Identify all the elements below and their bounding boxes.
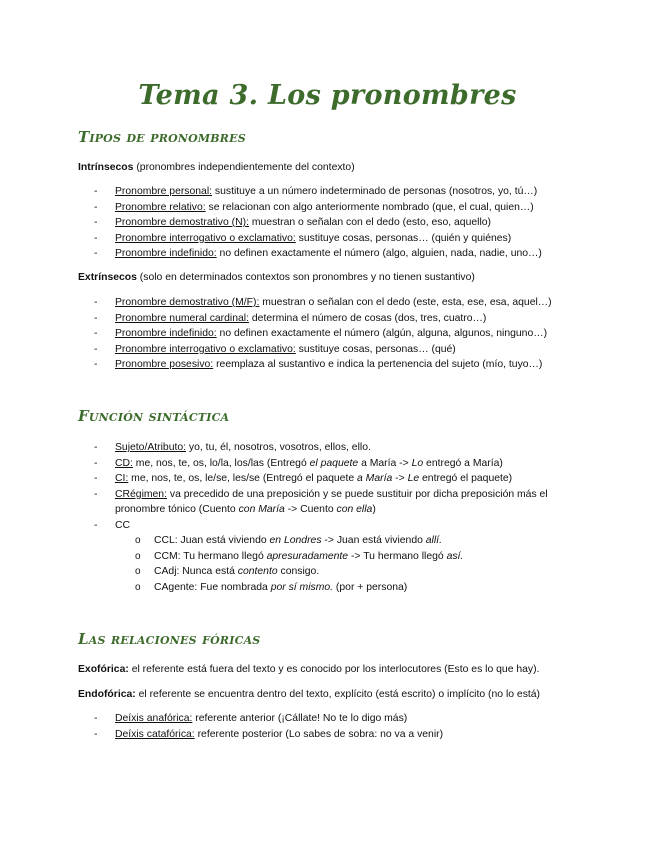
description: determina el número de cosas (dos, tres, cuatro…): [249, 312, 487, 324]
description: no definen exactamente el número (algo, alguien, nada, nadie, uno…): [216, 248, 542, 259]
list-item-cregimen: [78, 487, 565, 518]
deixis-list: [78, 711, 443, 742]
list-item-cd: [78, 456, 565, 472]
list-item: [78, 295, 552, 311]
sublist-item-ccl: [115, 533, 565, 549]
term: Pronombre relativo:: [115, 201, 206, 213]
text-part: consigo.: [277, 566, 320, 577]
text-part: CAgente: Fue nombrada: [154, 581, 271, 593]
description: yo, tu, él, nosotros, vosotros, ellos, ello.: [186, 442, 371, 453]
list-item: [78, 184, 542, 200]
term: Pronombre personal:: [115, 186, 213, 197]
list-item: [78, 342, 552, 358]
intrinsecos-paragraph: [78, 161, 355, 175]
intrinsecos-label: Intrínsecos: [78, 162, 134, 173]
list-item-ci: [78, 471, 565, 487]
cc-label: CC: [115, 519, 131, 531]
intrinsecos-list: [78, 184, 542, 262]
text-part: CAdj: Nunca está: [154, 566, 238, 577]
italic-part: a María: [357, 473, 393, 484]
description: sustituye cosas, personas… (quién y quiénes): [295, 232, 512, 244]
term: Pronombre demostrativo (N):: [115, 217, 249, 228]
term: Pronombre indefinido:: [115, 248, 217, 259]
italic-part: en Londres: [269, 535, 322, 546]
term: Pronombre posesivo:: [115, 359, 214, 370]
italic-part: con ella: [336, 504, 373, 515]
exoforica-label: Exofórica:: [78, 664, 129, 675]
italic-part: contento: [237, 566, 278, 577]
text-part: va precedido de una preposición y se puede sustituir por dicha preposición más el pronombre tónico (Cuento: [115, 488, 548, 515]
list-item: [78, 215, 542, 231]
description: muestran o señalan con el dedo (esto, eso, aquello): [248, 217, 491, 228]
term: Pronombre interrogativo o exclamativo:: [115, 343, 296, 355]
intrinsecos-text: (pronombres independientemente del contexto): [133, 162, 355, 173]
italic-part: Le: [407, 473, 420, 484]
list-item: [78, 311, 552, 327]
term: CD:: [115, 457, 133, 469]
description: sustituye a un número indeterminado de personas (nosotros, yo, tú…): [212, 186, 538, 197]
sublist-item-cadj: [115, 564, 565, 580]
text-part: -> Tu hermano llegó: [348, 550, 447, 562]
sublist-item-cagente: [115, 580, 565, 596]
italic-part: así.: [446, 550, 464, 562]
italic-part: con María: [238, 504, 285, 515]
text-part: ->: [392, 473, 408, 484]
text-part: a María ->: [358, 457, 412, 469]
term: Pronombre interrogativo o exclamativo:: [115, 232, 296, 244]
description: reemplaza al sustantivo e indica la pertenencia del sujeto (mío, tuyo…): [213, 359, 543, 370]
list-item: [78, 357, 552, 373]
description: no definen exactamente el número (algún, alguna, algunos, ninguno…): [216, 328, 548, 339]
list-item: [78, 246, 542, 262]
term: Pronombre numeral cardinal:: [115, 312, 249, 324]
term: Deíxis catafórica:: [115, 728, 195, 740]
text-part: entregó el paquete): [419, 473, 513, 484]
text-part: (por + persona): [333, 581, 408, 593]
list-item: [78, 200, 542, 216]
description: sustituye cosas, personas… (qué): [295, 343, 456, 355]
list-item: [78, 326, 552, 342]
extrinsecos-text: (solo en determinados contextos son pronombres y no tienen sustantivo): [136, 272, 475, 283]
text-part: -> Juan está viviendo: [321, 535, 426, 546]
text-part: me, nos, te, os, lo/la, los/las (Entregó: [132, 457, 310, 469]
list-item-sujeto: [78, 440, 565, 456]
heading-relaciones-foricas: Las relaciones fóricas: [78, 630, 261, 648]
text-part: -> Cuento: [284, 504, 337, 515]
list-item: [78, 727, 443, 743]
italic-part: por sí mismo.: [270, 581, 334, 593]
funcion-list: [78, 440, 565, 595]
endoforica-paragraph: [78, 688, 540, 702]
text-part: me, nos, te, os, le/se, les/se (Entregó el paquete: [128, 473, 358, 484]
extrinsecos-paragraph: [78, 271, 475, 285]
text-part: entregó a María): [423, 457, 503, 469]
term: CRégimen:: [115, 488, 167, 500]
italic-part: Lo: [411, 457, 424, 469]
endoforica-text: el referente se encuentra dentro del texto, explícito (está escrito) o implícito (no lo está): [135, 689, 541, 700]
italic-part: apresuradamente: [266, 550, 349, 562]
description: referente anterior (¡Cállate! No te lo digo más): [192, 713, 408, 724]
term: CI:: [115, 473, 129, 484]
description: se relacionan con algo anteriormente nombrado (que, el cual, quien…): [205, 201, 534, 213]
text-part: CCM: Tu hermano llegó: [154, 550, 267, 562]
description: referente posterior (Lo sabes de sobra: no va a venir): [194, 728, 444, 740]
italic-part: allí.: [425, 535, 442, 546]
page-title: Tema 3. Los pronombres: [138, 80, 517, 111]
list-item: [78, 711, 443, 727]
exoforica-paragraph: [78, 663, 539, 677]
cc-sublist: [115, 533, 565, 595]
sublist-item-ccm: [115, 549, 565, 565]
term: Sujeto/Atributo:: [115, 442, 187, 453]
heading-funcion-sintactica: Función sintáctica: [78, 407, 230, 425]
extrinsecos-list: [78, 295, 552, 373]
term: Pronombre indefinido:: [115, 328, 217, 339]
exoforica-text: el referente está fuera del texto y es conocido por los interlocutores (Esto es lo que hay).: [128, 664, 540, 675]
list-item-cc: [78, 518, 565, 596]
term: Deíxis anafórica:: [115, 713, 193, 724]
text-part: ): [372, 504, 376, 515]
description: muestran o señalan con el dedo (este, esta, ese, esa, aquel…): [259, 297, 552, 308]
heading-tipos-de-pronombres: Tipos de pronombres: [78, 128, 246, 146]
list-item: [78, 231, 542, 247]
endoforica-label: Endofórica:: [78, 689, 136, 700]
italic-part: el paquete: [309, 457, 359, 469]
extrinsecos-label: Extrínsecos: [78, 272, 137, 283]
text-part: CCL: Juan está viviendo: [154, 535, 270, 546]
term: Pronombre demostrativo (M/F):: [115, 297, 260, 308]
